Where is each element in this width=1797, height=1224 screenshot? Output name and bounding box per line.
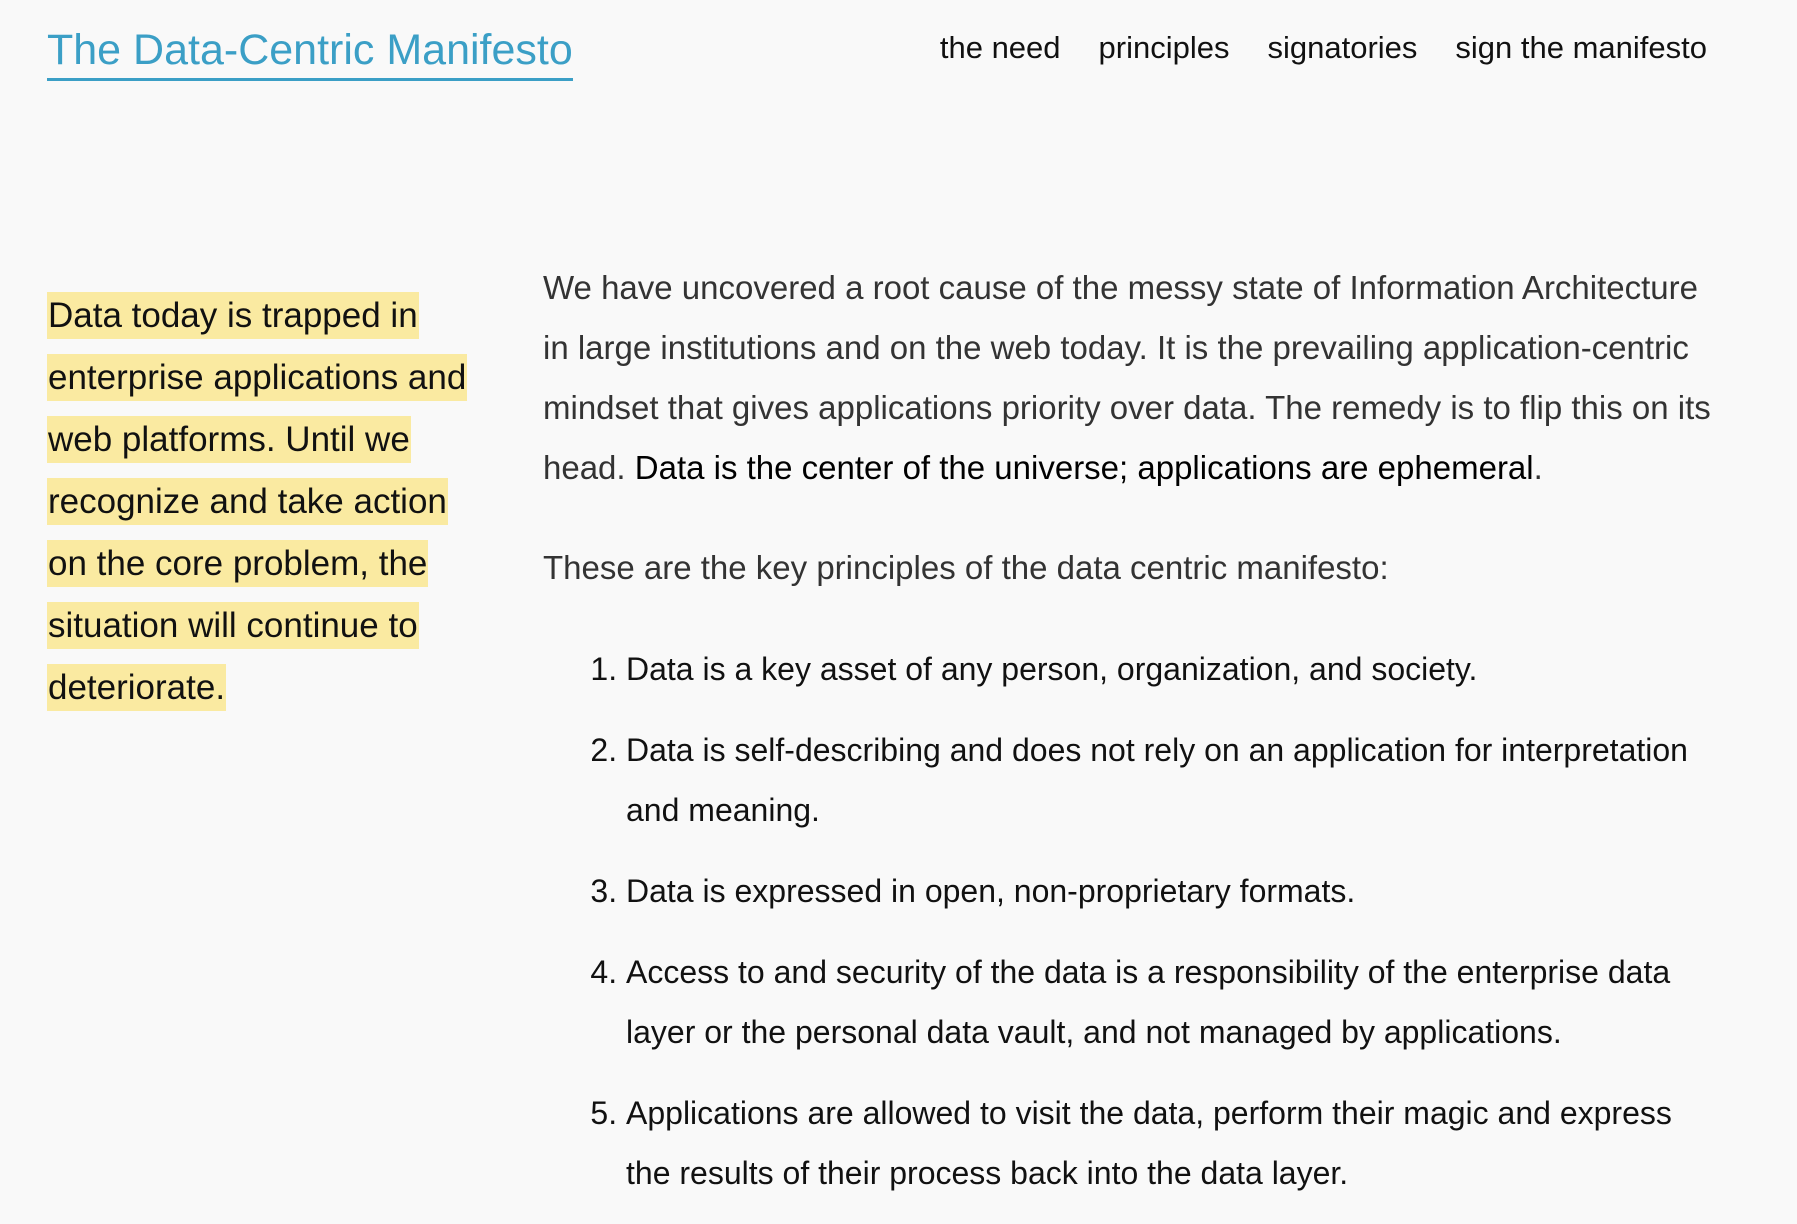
intro-text: We have uncovered a root cause of the messy state of Information Architecture in large institutions and on the web today. It is the prevailing application-centric mindset that gives applications priority over data. The remedy is to flip this on its head. xyxy=(543,269,1711,486)
intro-end: . xyxy=(1533,449,1543,486)
principles-list xyxy=(543,639,1713,1203)
intro-emphasis: Data is the center of the universe; applications are ephemeral xyxy=(634,449,1534,486)
nav-link-principles[interactable]: principles xyxy=(1098,30,1230,65)
site-title-link[interactable]: The Data-Centric Manifesto xyxy=(47,25,573,81)
nav-link-the-need[interactable]: the need xyxy=(939,30,1061,65)
nav-link-sign-the-manifesto[interactable]: sign the manifesto xyxy=(1455,30,1707,65)
highlighted-quote-text: Data today is trapped in enterprise applications and web platforms. Until we recognize and take action on the core problem, the situation will continue to deteriorate. xyxy=(47,292,467,711)
manifesto-content xyxy=(543,258,1713,1224)
site-header xyxy=(47,18,1707,88)
principle-item: 4. Access to and security of the data is a responsibility of the enterprise data layer or the personal data vault, and not managed by applications. xyxy=(626,942,1713,1062)
principle-item: 2. Data is self-describing and does not rely on an application for interpretation and meaning. xyxy=(626,720,1713,840)
main-nav xyxy=(940,28,1707,68)
principle-item: 3. Data is expressed in open, non-proprietary formats. xyxy=(626,861,1713,921)
principle-item: 5. Applications are allowed to visit the data, perform their magic and express the results of their process back into the data layer. xyxy=(626,1083,1713,1203)
highlighted-quote xyxy=(47,285,477,719)
intro-paragraph xyxy=(543,258,1713,498)
principle-item: 1. Data is a key asset of any person, organization, and society. xyxy=(626,639,1713,699)
nav-link-signatories[interactable]: signatories xyxy=(1267,30,1418,65)
principles-intro: These are the key principles of the data centric manifesto: xyxy=(543,549,1389,586)
